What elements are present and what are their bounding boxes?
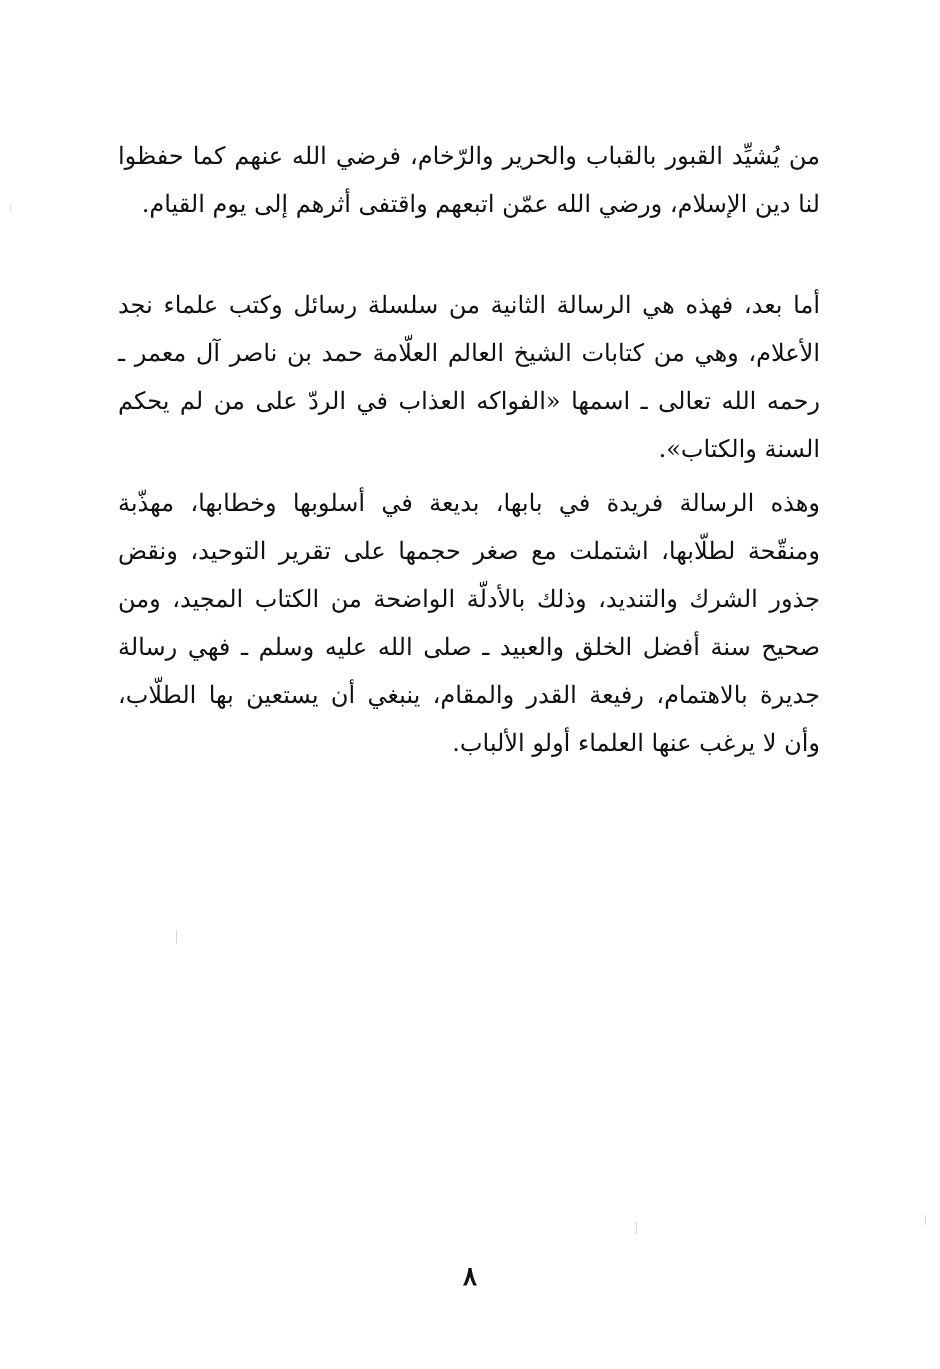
paragraph-3: وهذه الرسالة فريدة في بابها، بديعة في أسلوبها وخطابها، مهذّبة ومنقّحة لطلّابها، اشتملت مع صغر حجمها على تقرير التوحيد، ونقض جذور الشرك والتنديد، وذلك بالأدلّة الواضحة من الكتاب المجيد، ومن صحيح سنة أفضل الخلق والعبيد ـ صلى الله عليه وسلم ـ فهي رسالة جديرة بالاهتمام، رفيعة القدر والمقام، ينبغي أن يستعين بها الطلّاب، وأن لا يرغب عنها العلماء أولو الألباب. xyxy=(118,489,820,757)
page-number: ٨ xyxy=(463,1262,477,1292)
scan-speck xyxy=(10,205,11,211)
paragraph-1: من يُشيِّد القبور بالقباب والحرير والرّخام، فرضي الله عنهم كما حفظوا لنا دين الإسلام، ورضي الله عمّن اتبعهم واقتفى أثرهم إلى يوم القيام. xyxy=(118,142,820,218)
scan-speck xyxy=(925,1215,926,1225)
scan-speck xyxy=(176,930,177,944)
paragraph-2: أما بعد، فهذه هي الرسالة الثانية من سلسلة رسائل وكتب علماء نجد الأعلام، وهي من كتابات الشيخ العالم العلّامة حمد بن ناصر آل معمر ـ رحمه الله تعالى ـ اسمها «الفواكه العذاب في الردّ على من لم يحكم السنة والكتاب». xyxy=(118,291,820,463)
scan-speck xyxy=(636,1222,637,1234)
